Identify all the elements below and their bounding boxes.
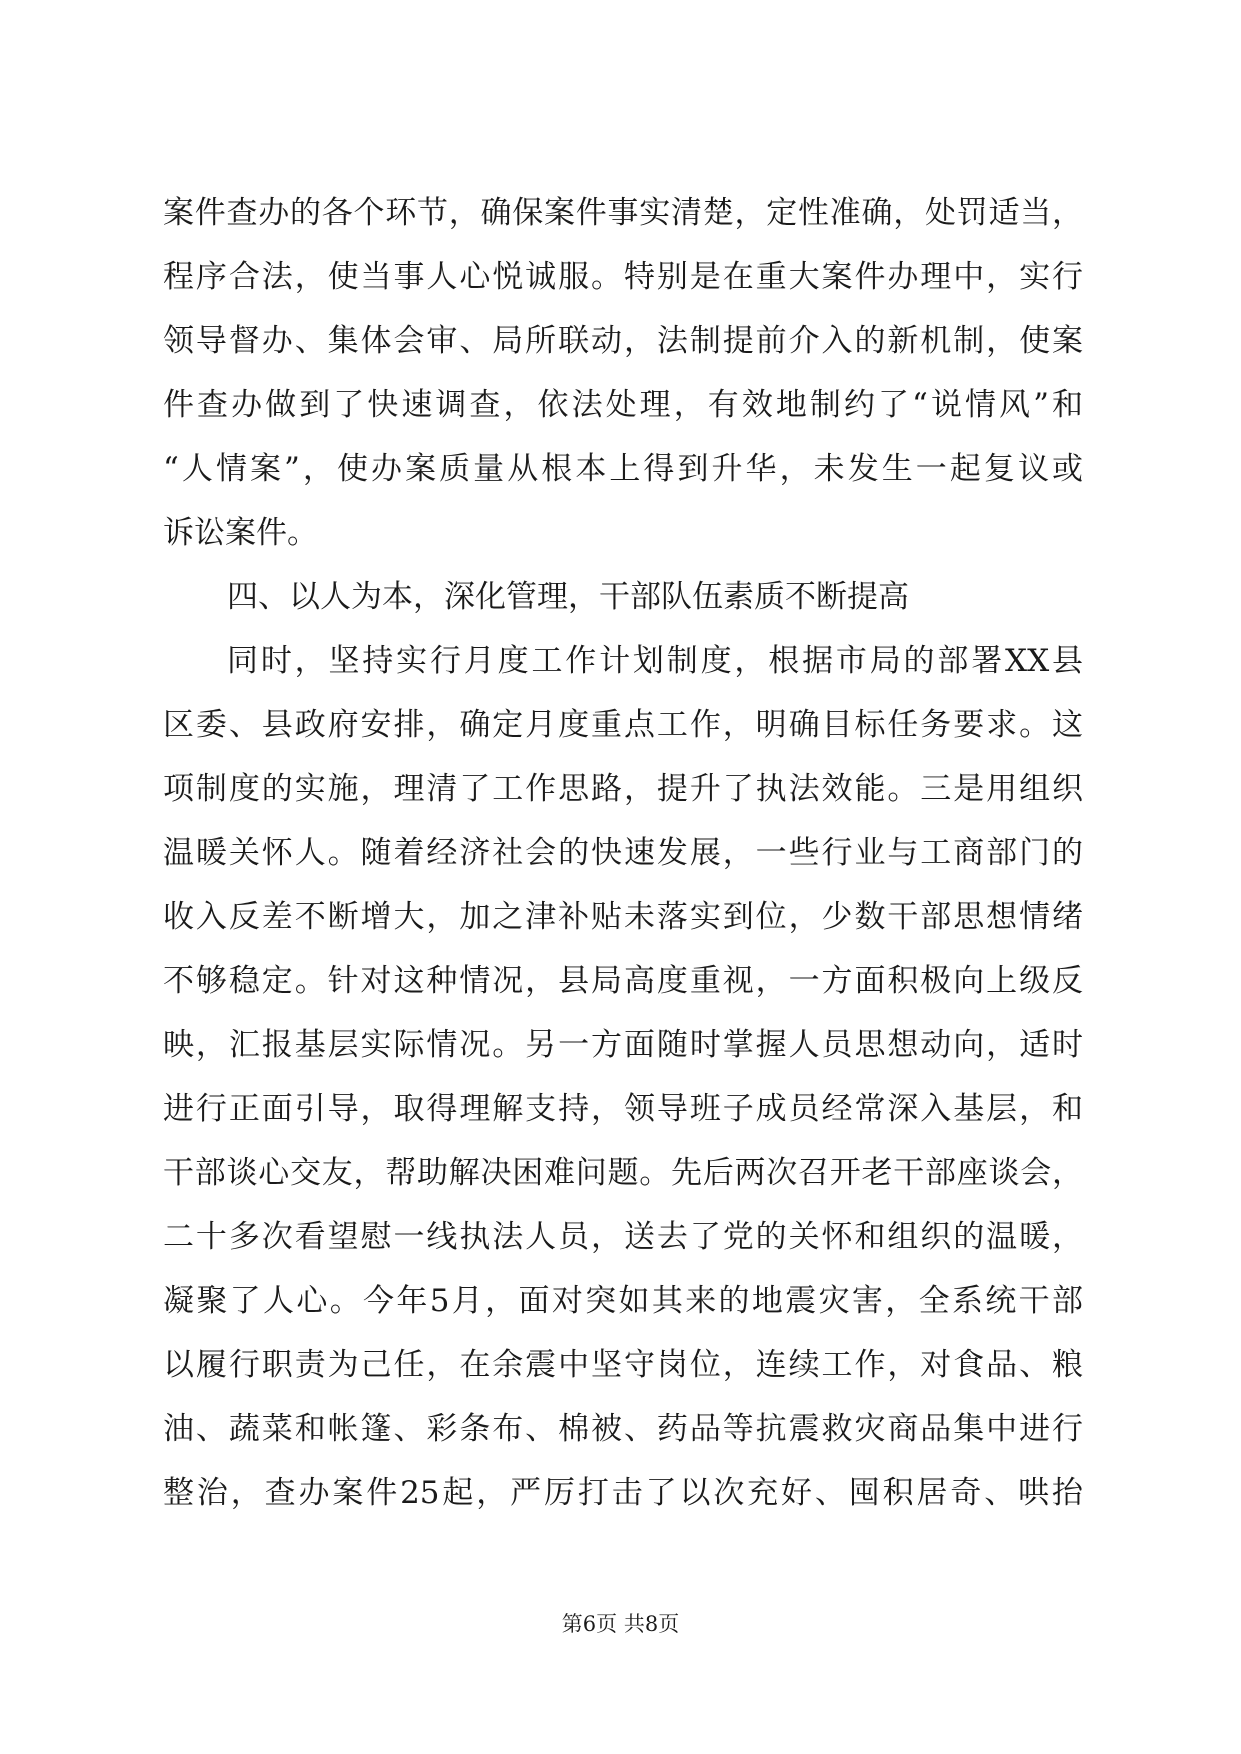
text-line: 领导督办、集体会审、局所联动，法制提前介入的新机制，使案 xyxy=(163,323,1083,359)
text-line: 诉讼案件。 xyxy=(163,515,318,551)
text-line: 干部谈心交友，帮助解决困难问题。先后两次召开老干部座谈会， xyxy=(163,1155,1083,1191)
text-line: 项制度的实施，理清了工作思路，提升了执法效能。三是用组织 xyxy=(163,771,1083,807)
section-heading-text: 四、以人为本，深化管理，干部队伍素质不断提高 xyxy=(227,579,909,615)
section-heading xyxy=(163,565,1083,629)
paragraph-team-management xyxy=(163,629,1083,1525)
text-line: 同时，坚持实行月度工作计划制度，根据市局的部署XX县 xyxy=(227,643,1083,679)
text-line: 区委、县政府安排，确定月度重点工作，明确目标任务要求。这 xyxy=(163,707,1083,743)
text-line: 整治，查办案件25起，严厉打击了以次充好、囤积居奇、哄抬 xyxy=(163,1475,1083,1511)
text-line: 二十多次看望慰一线执法人员，送去了党的关怀和组织的温暖， xyxy=(163,1219,1083,1255)
text-line: “人情案”，使办案质量从根本上得到升华，未发生一起复议或 xyxy=(163,451,1083,487)
text-line: 案件查办的各个环节，确保案件事实清楚，定性准确，处罚适当， xyxy=(163,195,1083,231)
page-footer xyxy=(0,1610,1241,1638)
text-line: 收入反差不断增大，加之津补贴未落实到位，少数干部思想情绪 xyxy=(163,899,1083,935)
text-line: 油、蔬菜和帐篷、彩条布、棉被、药品等抗震救灾商品集中进行 xyxy=(163,1411,1083,1447)
text-line: 温暖关怀人。随着经济社会的快速发展，一些行业与工商部门的 xyxy=(163,835,1083,871)
text-line: 映，汇报基层实际情况。另一方面随时掌握人员思想动向，适时 xyxy=(163,1027,1083,1063)
text-line: 件查办做到了快速调查，依法处理，有效地制约了“说情风”和 xyxy=(163,387,1083,423)
text-line: 以履行职责为己任，在余震中坚守岗位，连续工作，对食品、粮 xyxy=(163,1347,1083,1383)
page-number: 第6页 共8页 xyxy=(561,1612,680,1636)
paragraph-case-handling xyxy=(163,181,1083,565)
text-line: 程序合法，使当事人心悦诚服。特别是在重大案件办理中，实行 xyxy=(163,259,1083,295)
document-body xyxy=(163,181,1083,1525)
text-line: 凝聚了人心。今年5月，面对突如其来的地震灾害，全系统干部 xyxy=(163,1283,1083,1319)
text-line: 不够稳定。针对这种情况，县局高度重视，一方面积极向上级反 xyxy=(163,963,1083,999)
text-line: 进行正面引导，取得理解支持，领导班子成员经常深入基层，和 xyxy=(163,1091,1083,1127)
